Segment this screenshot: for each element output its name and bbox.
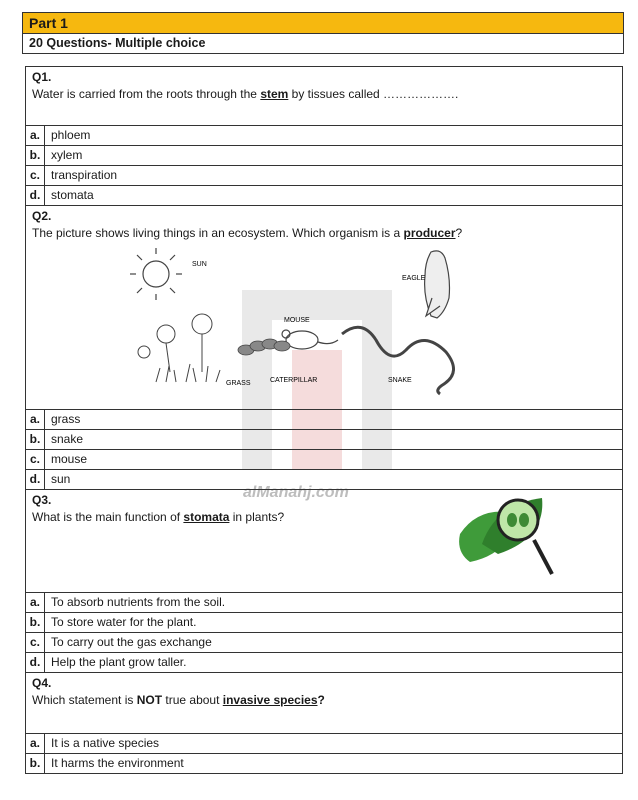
part-subtitle: 20 Questions- Multiple choice: [29, 36, 206, 50]
magnifier-icon: [498, 500, 552, 574]
watermark-text: alManahj.com: [243, 484, 349, 501]
keyword: invasive species: [222, 693, 318, 707]
label-grass: GRASS: [226, 380, 251, 387]
question-4: [26, 673, 622, 734]
keyword: stem: [260, 87, 289, 101]
question-text: Which statement is NOT true about invasive species?: [32, 693, 325, 707]
label-sun: SUN: [192, 261, 207, 268]
question-number: Q2.: [32, 209, 52, 223]
option-row[interactable]: b. To store water for the plant.: [26, 613, 622, 633]
option-row[interactable]: c. mouse: [26, 450, 622, 470]
leaf-magnifier-illustration: [452, 494, 562, 584]
option-row[interactable]: d. Help the plant grow taller.: [26, 653, 622, 673]
option-row[interactable]: b. snake: [26, 430, 622, 450]
question-number: Q1.: [32, 70, 52, 84]
question-2: [26, 206, 622, 410]
label-caterpillar: CATERPILLAR: [270, 377, 318, 384]
option-row[interactable]: d. sun: [26, 470, 622, 490]
part-title: Part 1: [23, 13, 623, 34]
label-mouse: MOUSE: [284, 317, 310, 324]
keyword: stomata: [183, 510, 230, 524]
sun-icon: [130, 248, 182, 300]
label-snake: SNAKE: [388, 377, 412, 384]
question-text: The picture shows living things in an ecosystem. Which organism is a producer?: [32, 226, 463, 240]
option-row[interactable]: b. xylem: [26, 146, 622, 166]
question-1: [26, 67, 622, 126]
eagle-icon: [425, 251, 450, 318]
caterpillar-icon: [238, 339, 290, 355]
option-row[interactable]: a. It is a native species: [26, 734, 622, 754]
ecosystem-illustration: [126, 242, 486, 402]
part-header: [22, 12, 624, 54]
question-number: Q3.: [32, 493, 52, 507]
option-row[interactable]: c. transpiration: [26, 166, 622, 186]
question-number: Q4.: [32, 676, 52, 690]
keyword: producer: [403, 226, 456, 240]
question-text: Water is carried from the roots through the stem by tissues called ……………….: [32, 87, 459, 101]
question-3: [26, 490, 622, 593]
grass-icon: [138, 314, 220, 382]
questions-table: [25, 66, 623, 774]
question-text: What is the main function of stomata in plants?: [32, 510, 285, 524]
option-row[interactable]: d. stomata: [26, 186, 622, 206]
label-eagle: EAGLE: [402, 275, 426, 282]
option-row[interactable]: a. To absorb nutrients from the soil.: [26, 593, 622, 613]
option-row[interactable]: a. grass: [26, 410, 622, 430]
mouse-icon: [282, 330, 338, 349]
option-row[interactable]: b. It harms the environment: [26, 754, 622, 774]
option-row[interactable]: c. To carry out the gas exchange: [26, 633, 622, 653]
option-row[interactable]: a. phloem: [26, 126, 622, 146]
